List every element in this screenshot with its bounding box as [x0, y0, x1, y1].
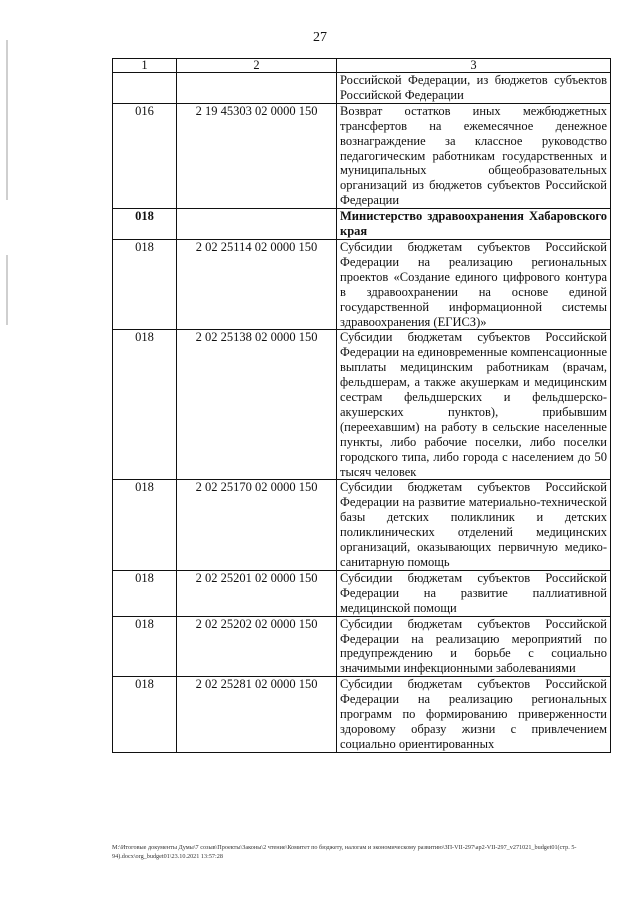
table-row: [113, 330, 611, 480]
column-header: 3: [337, 59, 611, 73]
kbk-code-cell: 2 02 25281 02 0000 150: [177, 677, 337, 753]
ministry-header-row: [113, 209, 611, 240]
scan-margin-line: [6, 40, 8, 200]
admin-code-cell: 018: [113, 570, 177, 616]
column-header-row: [113, 59, 611, 73]
admin-code-cell: 018: [113, 330, 177, 480]
table-row: [113, 103, 611, 208]
table-row: [113, 616, 611, 677]
admin-code-cell: 018: [113, 209, 177, 240]
table-row: [113, 570, 611, 616]
kbk-code-cell: 2 02 25114 02 0000 150: [177, 239, 337, 329]
table-row: [113, 73, 611, 104]
description-cell: Субсидии бюджетам субъектов Российской Федерации на развитие паллиативной медицинской помощи: [337, 570, 611, 616]
description-cell: Российской Федерации, из бюджетов субъектов Российской Федерации: [337, 73, 611, 104]
description-cell: Субсидии бюджетам субъектов Российской Федерации на реализацию региональных проектов «Создание единого цифрового контура в здравоохранении на основе единой государственной информационной системы здравоохранения (ЕГИСЗ)»: [337, 239, 611, 329]
scan-margin-line: [6, 255, 8, 325]
ministry-name-cell: Министерство здравоохранения Хабаровского края: [337, 209, 611, 240]
description-cell: Субсидии бюджетам субъектов Российской Федерации на единовременные компенсационные выплаты медицинским работникам (врачам, фельдшерам, а также акушеркам и медицинским сестрам фельдшерских и фельдшерско-акушерских пунктов), прибывшим (переехавшим) на работу в сельские населенные пункты, либо рабочие поселки, либо поселки городского типа, либо города с населением до 50 тысяч человек: [337, 330, 611, 480]
kbk-code-cell: [177, 73, 337, 104]
budget-table: [112, 58, 611, 753]
admin-code-cell: 018: [113, 677, 177, 753]
table-row: [113, 480, 611, 570]
admin-code-cell: 018: [113, 616, 177, 677]
kbk-code-cell: 2 02 25201 02 0000 150: [177, 570, 337, 616]
column-header: 1: [113, 59, 177, 73]
kbk-code-cell: 2 02 25202 02 0000 150: [177, 616, 337, 677]
admin-code-cell: [113, 73, 177, 104]
description-cell: Субсидии бюджетам субъектов Российской Федерации на реализацию мероприятий по предупреждению и борьбе с социально значимыми инфекционными заболеваниями: [337, 616, 611, 677]
kbk-code-cell: 2 02 25138 02 0000 150: [177, 330, 337, 480]
table-row: [113, 677, 611, 753]
page-number: 27: [313, 30, 327, 45]
kbk-code-cell: 2 19 45303 02 0000 150: [177, 103, 337, 208]
table-row: [113, 239, 611, 329]
kbk-code-cell: 2 02 25170 02 0000 150: [177, 480, 337, 570]
admin-code-cell: 018: [113, 239, 177, 329]
kbk-code-cell: [177, 209, 337, 240]
description-cell: Возврат остатков иных межбюджетных трансфертов на ежемесячное денежное вознаграждение за классное руководство педагогическим работникам государственных и муниципальных общеобразовательных организаций из бюджетов субъектов Российской Федерации: [337, 103, 611, 208]
footer-file-path: M:\Итоговые документы Думы\7 созыв\Проекты\Законы\2 чтение\Комитет по бюджету, налогам и экономическому развитию\ЗП-VII-297\ap2-VII-297_v271021_budget01(стр. 5-94).docx\org_budget01\23.10.2021 13:57:28: [112, 844, 577, 860]
description-cell: Субсидии бюджетам субъектов Российской Федерации на развитие материально-технической базы детских поликлиник и детских поликлинических отделений медицинских организаций, оказывающих первичную медико-санитарную помощь: [337, 480, 611, 570]
admin-code-cell: 016: [113, 103, 177, 208]
description-cell: Субсидии бюджетам субъектов Российской Федерации на реализацию региональных программ по формированию приверженности здоровому образу жизни с привлечением социально ориентированных: [337, 677, 611, 753]
column-header: 2: [177, 59, 337, 73]
admin-code-cell: 018: [113, 480, 177, 570]
